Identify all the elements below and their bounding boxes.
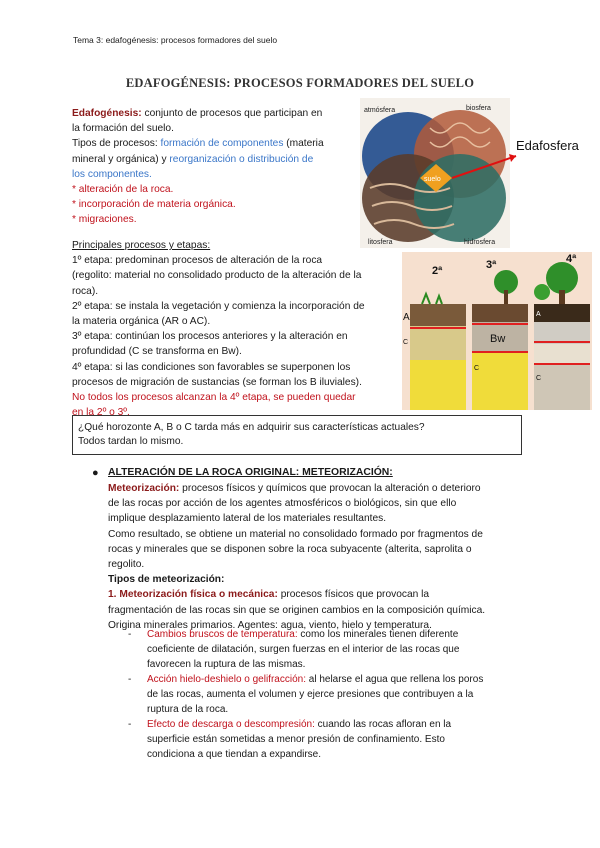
process-item: * alteración de la roca. (72, 184, 174, 196)
meteor-line: implique desplazamiento lateral de los materiales resultantes. (108, 513, 387, 525)
process-item: * incorporación de materia orgánica. (72, 199, 236, 211)
meteor-line: de las rocas por acción de los agentes atmosféricos o biológicos, sin que ello (108, 498, 457, 510)
mech-line: fragmentación de las rocas sin que se originen cambios en la composición química. (108, 604, 486, 616)
horizon-c2: C (474, 365, 480, 372)
stage-line: la materia orgánica (AR o AC). (72, 316, 211, 328)
mech-item (147, 672, 517, 718)
hidro-label: hidrosfera (464, 239, 496, 246)
stage-line: profundidad (C se transforma en Bw). (72, 346, 242, 358)
mech-line: procesos físicos que provocan la (277, 589, 430, 601)
types-blue2: reorganización o distribución de (169, 153, 314, 165)
def-line2: la formación del suelo. (72, 123, 174, 135)
edafogenesis-term: Edafogénesis: (72, 108, 142, 119)
intro-block (72, 106, 362, 228)
suelo-label: suelo (424, 176, 441, 183)
types-heading: Tipos de meteorización: (108, 574, 225, 586)
horizon-bw: Bw (490, 333, 506, 345)
types-blue3: los componentes. (72, 168, 152, 180)
stage-label-4: 4ª (566, 253, 577, 265)
stage-line: 2º etapa: se instala la vegetación y comienza la incorporación de (72, 300, 365, 312)
dash-icon: - (128, 674, 132, 685)
process-item: * migraciones. (72, 214, 137, 226)
stage-line: 4º etapa: si las condiciones son favorables se superponen los (72, 361, 351, 373)
mech-item-text: condiciona a que tiendan a expandirse. (147, 749, 322, 761)
mech-item-text: favorecen la ruptura de las mismas. (147, 659, 306, 671)
answer-line: Todos tardan lo mismo. (78, 436, 184, 447)
page-header: Tema 3: edafogénesis: procesos formadores del suelo (73, 35, 278, 45)
horizon-c: C (403, 339, 409, 346)
mech-term: 1. Meteorización física o mecánica: (108, 589, 278, 601)
mech-item-term: Cambios bruscos de temperatura: (147, 629, 298, 640)
stage-line: 1º etapa: predominan procesos de alteración de la roca (72, 255, 323, 267)
stages-block (72, 238, 402, 420)
bullet-icon: ● (92, 467, 99, 479)
mech-item-term: Acción hielo-deshielo o gelifracción: (147, 674, 306, 685)
stage-label-3: 3ª (486, 259, 497, 271)
meteor-line: regolito. (108, 559, 145, 571)
meteor-line: procesos físicos y químicos que provocan la alteración o deterioro (179, 483, 481, 494)
meteorizacion-term: Meteorización: (108, 483, 180, 494)
mech-item (147, 627, 517, 673)
edafosfera-label: Edafosfera (516, 138, 579, 153)
question-box (72, 415, 522, 455)
horizon-c3: C (536, 375, 542, 382)
mech-item-text: cuando las rocas afloran en la (314, 719, 452, 730)
bio-label: biosfera (466, 105, 491, 112)
edafosfera-diagram (360, 98, 598, 248)
lito-label: litosfera (368, 239, 393, 246)
dash-icon: - (128, 629, 132, 640)
mech-item-text: superficie están sometidas a menor presión de confinamiento. Esto (147, 734, 445, 746)
types-rest1: (materia (283, 138, 324, 150)
mech-item-term: Efecto de descarga o descompresión: (147, 719, 315, 730)
meteor-line: Como resultado, se obtiene un material no consolidado formado por fragmentos de (108, 528, 483, 540)
mech-item-text: de las rocas, aumenta el volumen y ejerce presiones que contribuyen a la (147, 689, 474, 701)
horizon-a: A (403, 312, 410, 323)
soil-profile-diagram (402, 252, 592, 410)
stages-note-line2: en la 2º o 3º. (72, 407, 130, 419)
def-line1: conjunto de procesos que participan en (141, 108, 323, 119)
stages-note-line1: No todos los procesos alcanzan la 4º etapa, se pueden quedar (72, 392, 356, 404)
mech-item (147, 717, 517, 763)
types-line2a: mineral y orgánica) y (72, 153, 170, 165)
atm-label: atmósfera (364, 107, 396, 114)
mech-item-text: coeficiente de dilatación, surgen fuerzas en el interior de las rocas que (147, 644, 460, 656)
stage-line: procesos de migración de sustancias (se forman los B iluviales). (72, 376, 362, 388)
types-blue1: formación de componentes (160, 138, 284, 150)
mech-item-text: como los minerales tienen diferente (297, 629, 459, 640)
mech-item-text: al helarse el agua que rellena los poros (305, 674, 484, 685)
dash-icon: - (128, 719, 132, 730)
page-title: EDAFOGÉNESIS: PROCESOS FORMADORES DEL SUELO (125, 76, 475, 90)
stage-label-2: 2ª (432, 265, 443, 277)
stage-line: (regolito: material no consolidado producto de la alteración de la (72, 270, 362, 282)
types-label: Tipos de procesos: (72, 138, 161, 150)
question-line: ¿Qué horozonte A, B o C tarda más en adquirir sus características actuales? (78, 422, 425, 433)
stages-heading: Principales procesos y etapas: (72, 240, 211, 251)
mech-line: Origina minerales primarios. Agentes: agua, viento, hielo y temperatura. (108, 619, 432, 631)
mech-item-text: ruptura de la roca. (147, 704, 229, 716)
stage-line: roca). (72, 285, 99, 297)
stage-line: 3º etapa: continúan los procesos anteriores y la alteración en (72, 331, 348, 343)
meteorizacion-block (108, 481, 528, 633)
meteor-line: rocas y minerales que se disponen sobre la roca subyacente (alterita, saprolita o (108, 543, 472, 555)
section-heading: ALTERACIÓN DE LA ROCA ORIGINAL: METEORIZACIÓN: (108, 467, 393, 478)
horizon-a3: A (536, 311, 541, 318)
